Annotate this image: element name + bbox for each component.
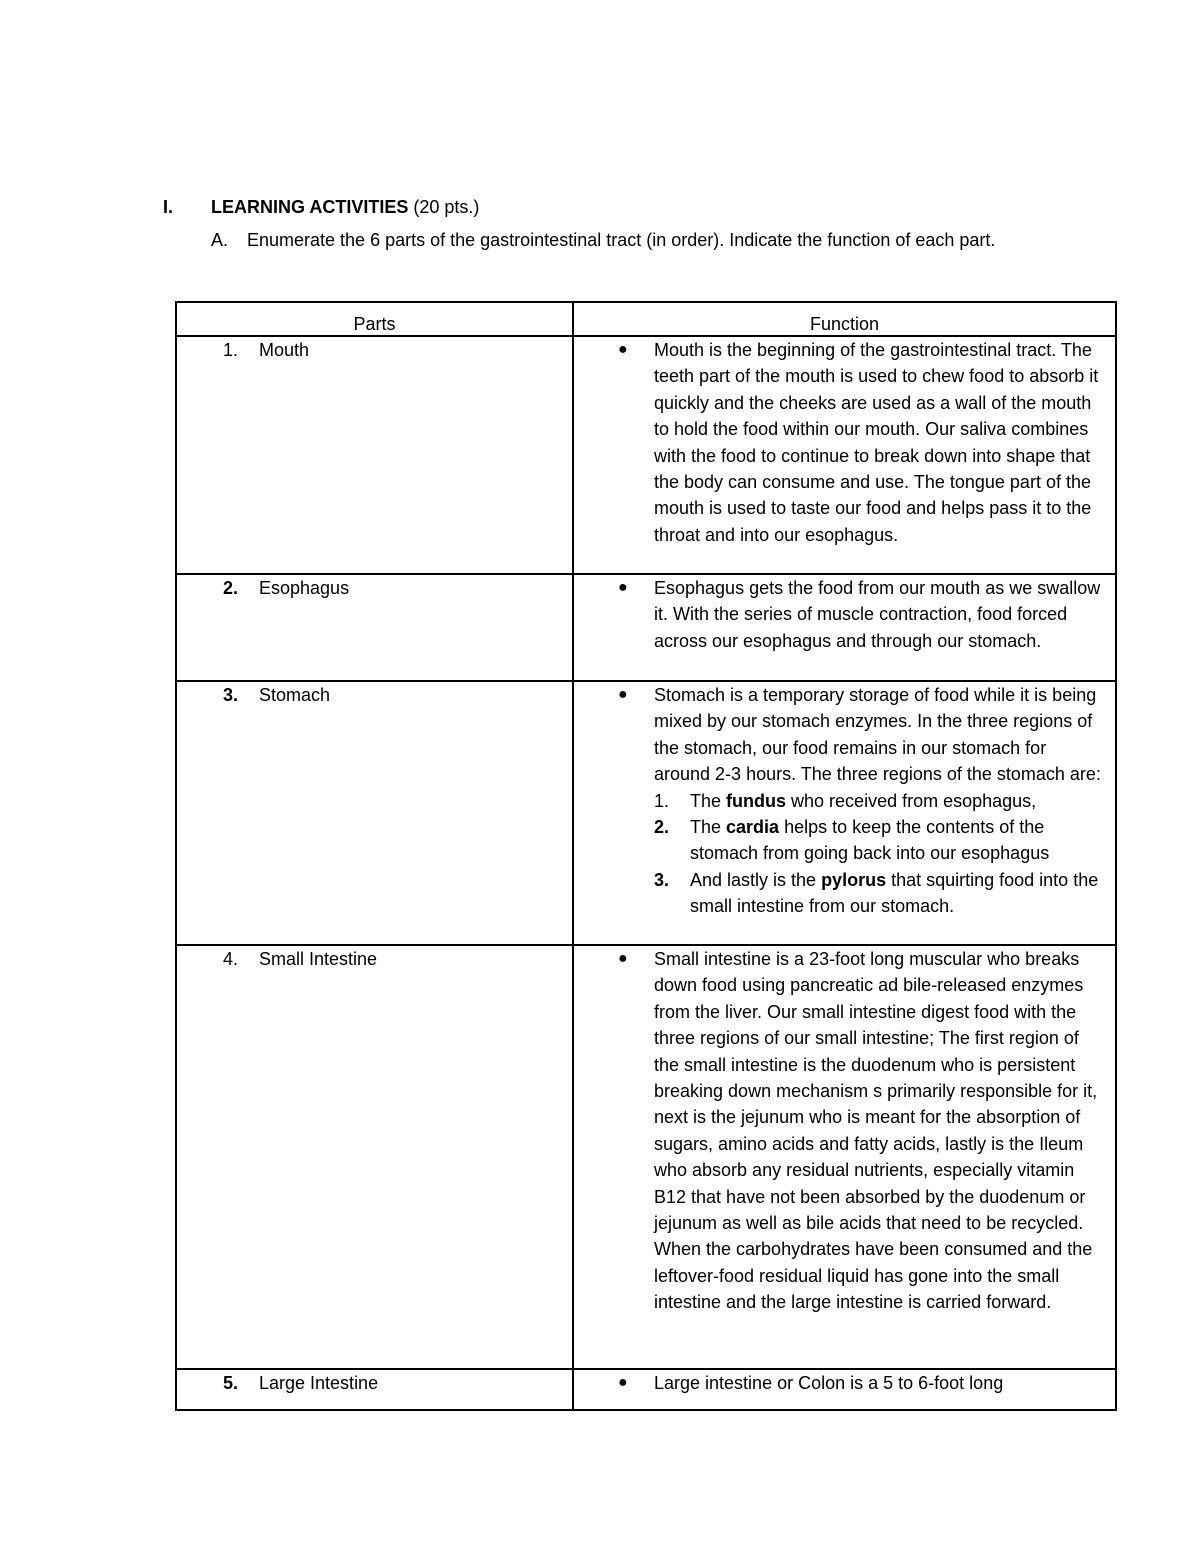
section-title <box>211 194 479 220</box>
function-cell <box>573 336 1116 574</box>
region-term: pylorus <box>821 869 887 890</box>
stomach-regions-list <box>654 788 1107 920</box>
section-title-points: (20 pts.) <box>408 197 480 217</box>
function-cell <box>573 945 1116 1369</box>
header-parts: Parts <box>176 302 573 336</box>
part-number: 2. <box>223 578 239 598</box>
function-cell <box>573 574 1116 681</box>
function-text: Stomach is a temporary storage of food while it is being mixed by our stomach enzymes. In the three regions of the stomach, our food remains in our stomach for around 2-3 hours. The three regions of the stomach are: <box>654 685 1101 785</box>
part-number: 3. <box>223 685 239 705</box>
region-number: 2. <box>654 817 670 838</box>
section-title-bold: LEARNING ACTIVITIES <box>211 197 409 217</box>
part-name: Mouth <box>259 340 310 360</box>
header-function: Function <box>573 302 1116 336</box>
part-number: 1. <box>223 340 239 360</box>
part-number: 4. <box>223 949 239 969</box>
table-header-row <box>176 302 1116 336</box>
function-cell <box>573 1369 1116 1410</box>
subsection-letter: A. <box>211 230 229 250</box>
list-item: 1. The fundus who received from esophagus, <box>654 788 1107 814</box>
table-row <box>176 681 1116 945</box>
bullet-icon: ● <box>618 579 628 596</box>
part-name: Stomach <box>259 685 331 705</box>
region-term: cardia <box>726 817 780 838</box>
table-row <box>176 336 1116 574</box>
table-row <box>176 1369 1116 1410</box>
section-numeral: I. <box>163 197 174 217</box>
part-number: 5. <box>223 1373 239 1393</box>
table-row <box>176 574 1116 681</box>
bullet-icon: ● <box>618 1374 628 1391</box>
bullet-icon: ● <box>618 341 628 358</box>
part-cell <box>176 945 573 1369</box>
bullet-icon: ● <box>618 950 628 967</box>
bullet-icon: ● <box>618 686 628 703</box>
region-term: fundus <box>726 790 787 811</box>
region-number: 1. <box>654 790 670 811</box>
part-name: Large Intestine <box>259 1373 379 1393</box>
subsection-instruction <box>211 225 1071 255</box>
list-item: 3. And lastly is the pylorus that squirting food into the small intestine from our stomach. <box>654 867 1107 920</box>
part-cell <box>176 336 573 574</box>
function-cell <box>573 681 1116 945</box>
part-cell <box>176 574 573 681</box>
part-cell <box>176 1369 573 1410</box>
function-text: Mouth is the beginning of the gastrointestinal tract. The teeth part of the mouth is used to chew food to absorb it quickly and the cheeks are used as a wall of the mouth to hold the food within our mouth. Our saliva combines with the food to continue to break down into shape that the body can consume and use. The tongue part of the mouth is used to taste our food and helps pass it to the throat and into our esophagus. <box>654 340 1099 545</box>
function-text: Large intestine or Colon is a 5 to 6-foot long <box>654 1373 1004 1393</box>
part-cell <box>176 681 573 945</box>
part-name: Small Intestine <box>259 949 378 969</box>
part-name: Esophagus <box>259 578 350 598</box>
gi-tract-table <box>175 301 1117 1411</box>
function-text: Esophagus gets the food from our mouth as we swallow it. With the series of muscle contraction, food forced across our esophagus and through our stomach. <box>654 578 1101 651</box>
list-item: 2. The cardia helps to keep the contents of the stomach from going back into our esophagus <box>654 814 1107 867</box>
table-row <box>176 945 1116 1369</box>
region-number: 3. <box>654 869 670 890</box>
function-text: Small intestine is a 23-foot long muscular who breaks down food using pancreatic ad bile-released enzymes from the liver. Our small intestine digest food with the three regions of our small intestine; The first region of the small intestine is the duodenum who is persistent breaking down mechanism s primarily responsible for it, next is the jejunum who is meant for the absorption of sugars, amino acids and fatty acids, lastly is the Ileum who absorb any residual nutrients, especially vitamin B12 that have not been absorbed by the duodenum or jejunum as well as bile acids that need to be recycled. When the carbohydrates have been consumed and the leftover-food residual liquid has gone into the small intestine and the large intestine is carried forward. <box>654 949 1098 1313</box>
instruction-text: Enumerate the 6 parts of the gastrointestinal tract (in order). Indicate the function of each part. <box>247 230 996 250</box>
